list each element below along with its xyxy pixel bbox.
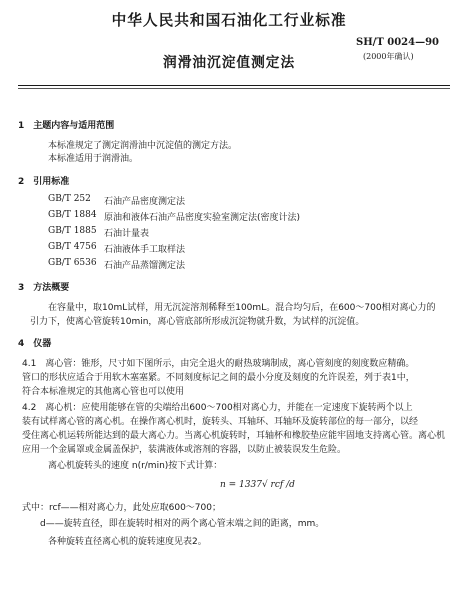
- section-1-heading: 1 主题内容与适用范围: [18, 121, 115, 131]
- document-title: 润滑油沉淀值测定法: [163, 55, 296, 71]
- section-2-heading: 2 引用标准: [18, 177, 70, 187]
- ref-title: 石油计量表: [104, 229, 150, 239]
- section-1-para-1: 本标准规定了测定润滑油中沉淀值的测定方法。: [48, 141, 238, 151]
- ref-code: GB/T 6536: [48, 258, 97, 268]
- ref-code: GB/T 1884: [48, 210, 97, 220]
- org-title: 中华人民共和国石油化工行业标准: [111, 11, 347, 29]
- clause-4-1-line: 4.1 离心管：锥形，尺寸如下图所示，由完全退火的耐热玻璃制成，离心管刻度的刻度数应精确。: [22, 359, 415, 369]
- section-3-heading: 3 方法概要: [18, 283, 70, 293]
- section-1-para-2: 本标准适用于润滑油。: [48, 154, 139, 164]
- where-line: 式中：rcf——相对离心力，此处应取600～700；: [22, 503, 221, 513]
- ref-code: GB/T 252: [48, 194, 91, 204]
- clause-4-2-line: 受住离心机运转所能达到的最大离心力。当离心机旋转时，耳轴杯和橡胶垫应能牢固地支持离心管。离心机: [22, 431, 446, 441]
- speed-intro: 离心机旋转头的速度 n(r/min)按下式计算：: [48, 461, 223, 471]
- clause-4-2-line: 应用一个金属罩或金属盖保护，装满液体或溶剂的容器，以防止被装误发生危险。: [22, 445, 347, 455]
- ref-code: GB/T 1885: [48, 226, 97, 236]
- clause-4-2-line: 4.2 离心机：应使用能够在管的尖端给出600～700相对离心力，并能在一定速度下旋转两个以上: [22, 403, 413, 413]
- closing-line: 各种旋转直径离心机的旋转速度见表2。: [48, 537, 207, 547]
- ref-title: 石油产品蒸馏测定法: [104, 261, 186, 271]
- header-rule-thick: [18, 85, 450, 86]
- clause-4-1-line: 管口的形状应适合于用软木塞塞紧。不同刻度标记之间的最小分度及刻度的允许误差，列于表1中，: [22, 373, 415, 383]
- confirm-note: (2000年确认): [363, 52, 414, 61]
- clause-4-2-line: 装有试样离心管的离心机。在操作离心机时，旋转头、耳轴环、耳轴环及旋转部位的每一部分，以经: [22, 417, 419, 427]
- ref-title: 石油液体手工取样法: [104, 245, 186, 255]
- section-4-heading: 4 仪器: [18, 339, 52, 349]
- section-3-line: 在容量中，取10mL试样，用无沉淀溶剂稀释至100mL。混合均匀后，在600～700相对离心力的: [48, 303, 436, 313]
- standard-code: SH/T 0024—90: [356, 37, 439, 48]
- section-3-line: 引力下，使离心管旋转10min，离心管底部所形成沉淀物就升数，为试样的沉淀值。: [30, 317, 365, 327]
- where-line: d——旋转直径，即在旋转时相对的两个离心管末端之间的距离，mm。: [22, 519, 325, 529]
- header-rule-thin: [18, 88, 450, 89]
- ref-title: 石油产品密度测定法: [104, 197, 186, 207]
- ref-code: GB/T 4756: [48, 242, 97, 252]
- speed-formula: n = 1337√ rcf /d: [220, 480, 295, 490]
- clause-4-1-line: 符合本标准规定的其他离心管也可以使用: [22, 387, 185, 397]
- ref-title: 原油和液体石油产品密度实验室测定法(密度计法): [104, 213, 301, 223]
